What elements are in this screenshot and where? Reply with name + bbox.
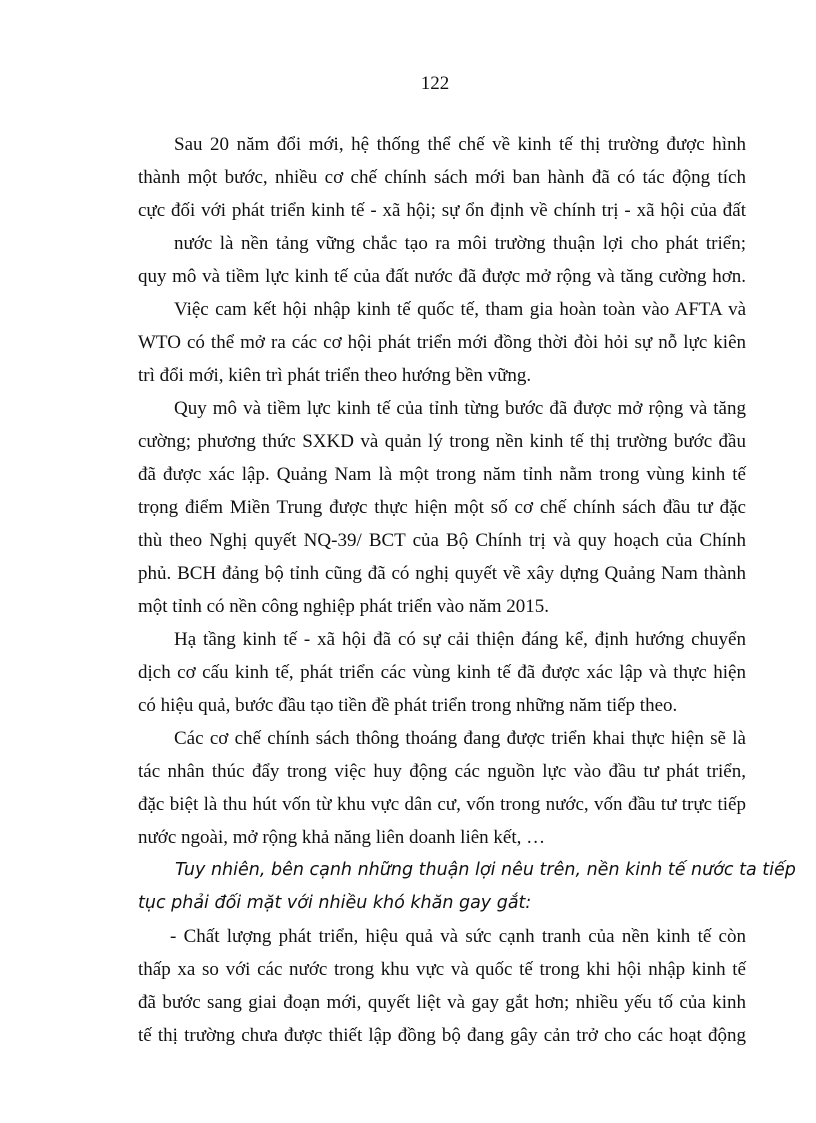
text-line: có hiệu quả, bước đầu tạo tiền đề phát triển trong những năm tiếp theo. xyxy=(138,695,678,716)
text-line: tác nhân thúc đẩy trong việc huy động các nguồn lực vào đầu tư phát triển, xyxy=(138,761,746,782)
text-line: thành một bước, nhiều cơ chế chính sách mới ban hành đã có tác động tích xyxy=(138,167,746,188)
text-line: WTO có thể mở ra các cơ hội phát triển mới đồng thời đòi hỏi sự nỗ lực kiên xyxy=(138,332,746,353)
text-line: thấp xa so với các nước trong khu vực và quốc tế trong khi hội nhập kinh tế xyxy=(138,959,746,980)
page-number: 122 xyxy=(420,73,450,94)
text-line: cực đối với phát triển kinh tế - xã hội; sự ổn định về chính trị - xã hội của đất xyxy=(138,200,746,221)
text-line: đã được xác lập. Quảng Nam là một trong năm tỉnh nằm trong vùng kinh tế xyxy=(138,464,746,485)
body-text xyxy=(138,128,796,1052)
text-line: một tỉnh có nền công nghiệp phát triển vào năm 2015. xyxy=(138,596,550,617)
text-line: Việc cam kết hội nhập kinh tế quốc tế, tham gia hoàn toàn vào AFTA và xyxy=(174,299,746,320)
text-line: trọng điểm Miền Trung được thực hiện một số cơ chế chính sách đầu tư đặc xyxy=(138,497,746,518)
text-line: nước là nền tảng vững chắc tạo ra môi trường thuận lợi cho phát triển; xyxy=(174,233,746,254)
text-line: đã bước sang giai đoạn mới, quyết liệt và gay gắt hơn; nhiều yếu tố của kinh xyxy=(138,992,746,1013)
text-line: Sau 20 năm đổi mới, hệ thống thể chế về kinh tế thị trường được hình xyxy=(174,134,746,155)
text-line: - Chất lượng phát triển, hiệu quả và sức cạnh tranh của nền kinh tế còn xyxy=(170,926,746,947)
text-line: phủ. BCH đảng bộ tỉnh cũng đã có nghị quyết về xây dựng Quảng Nam thành xyxy=(138,563,746,584)
text-line: thù theo Nghị quyết NQ-39/ BCT của Bộ Chính trị và quy hoạch của Chính xyxy=(138,530,746,551)
text-line: quy mô và tiềm lực kinh tế của đất nước đã được mở rộng và tăng cường hơn. xyxy=(138,266,746,287)
italic-text-line: Tuy nhiên, bên cạnh những thuận lợi nêu trên, nền kinh tế nước ta tiếp xyxy=(175,860,796,880)
text-line: đặc biệt là thu hút vốn từ khu vực dân cư, vốn trong nước, vốn đầu tư trực tiếp xyxy=(138,794,746,815)
text-line: Hạ tầng kinh tế - xã hội đã có sự cải thiện đáng kể, định hướng chuyển xyxy=(174,629,746,650)
italic-text-line: tục phải đối mặt với nhiều khó khăn gay gắt: xyxy=(138,893,532,913)
text-line: nước ngoài, mở rộng khả năng liên doanh liên kết, … xyxy=(138,827,546,848)
text-line: cường; phương thức SXKD và quản lý trong nền kinh tế thị trường bước đầu xyxy=(138,431,746,452)
text-line: dịch cơ cấu kinh tế, phát triển các vùng kinh tế đã được xác lập và thực hiện xyxy=(138,662,746,683)
text-line: tế thị trường chưa được thiết lập đồng bộ đang gây cản trở cho các hoạt động xyxy=(138,1025,746,1046)
text-line: trì đổi mới, kiên trì phát triển theo hướng bền vững. xyxy=(138,365,532,386)
text-line: Các cơ chế chính sách thông thoáng đang được triển khai thực hiện sẽ là xyxy=(174,728,746,749)
text-line: Quy mô và tiềm lực kinh tế của tỉnh từng bước đã được mở rộng và tăng xyxy=(174,398,746,419)
